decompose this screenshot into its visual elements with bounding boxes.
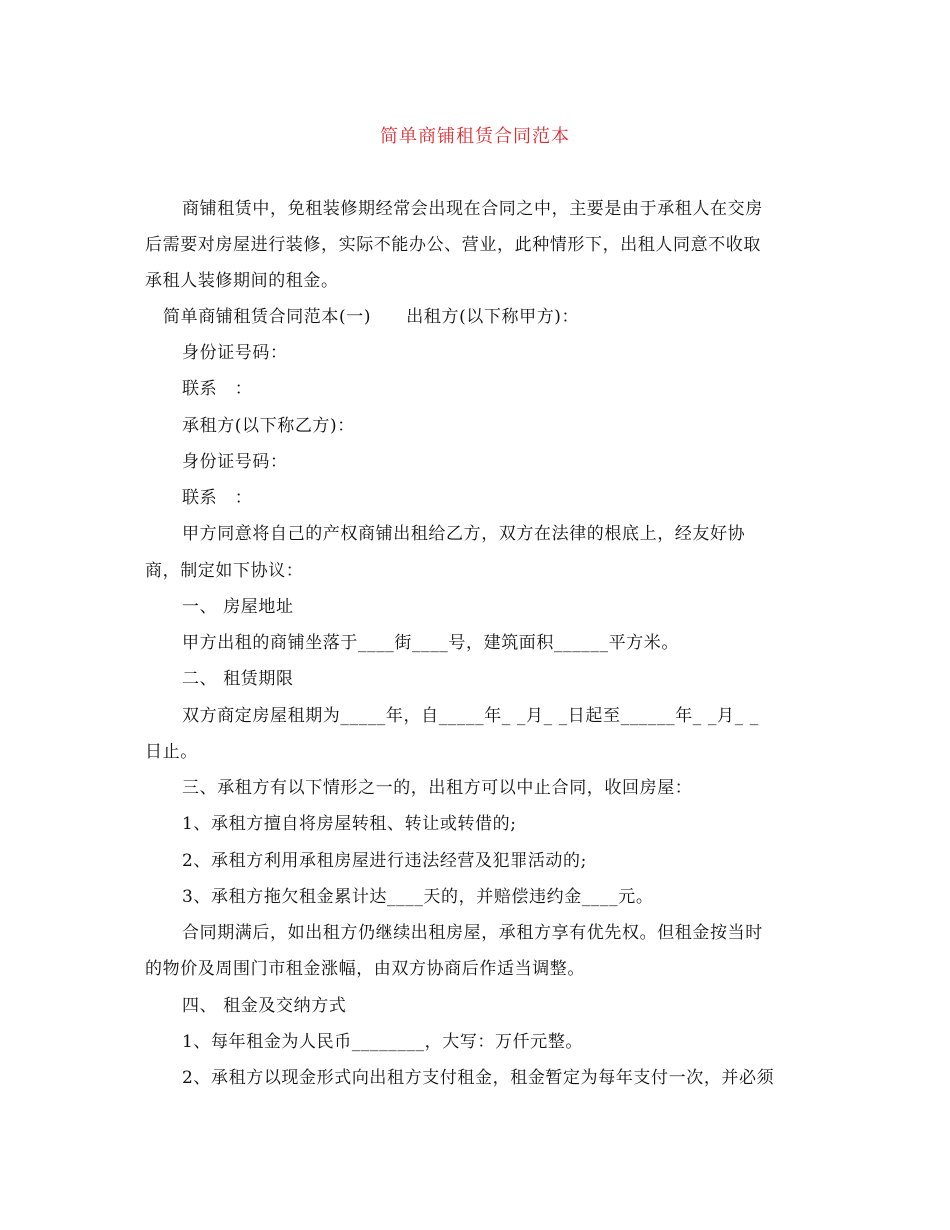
text-line: 商，制定如下协议： <box>145 561 304 581</box>
text-line: 三、承租方有以下情形之一的，出租方可以中止合同，收回房屋： <box>182 778 693 798</box>
text-line: 后需要对房屋进行装修，实际不能办公、营业，此种情形下，出租人同意不收取 <box>145 235 761 255</box>
text-line: 合同期满后，如出租方仍继续出租房屋，承租方享有优先权。但租金按当时 <box>182 923 763 943</box>
text-line: 二、 租赁期限 <box>182 669 294 689</box>
text-line: 2、承租方利用承租房屋进行违法经营及犯罪活动的; <box>182 851 587 871</box>
text-line: 甲方同意将自己的产权商铺出租给乙方，双方在法律的根底上，经友好协 <box>182 524 746 544</box>
text-line: 身份证号码： <box>182 343 288 363</box>
text-line: 1、每年租金为人民币________，大写：万仟元整。 <box>182 1032 584 1052</box>
text-line: 四、 租金及交纳方式 <box>182 996 347 1016</box>
text-line: 双方商定房屋租期为_____年，自_____年_ _月_ _日起至______年_ _月_ _ <box>182 706 759 726</box>
text-line: 简单商铺租赁合同范本(一) 出租方(以下称甲方)： <box>163 307 580 327</box>
text-line: 联系 ： <box>182 488 253 508</box>
text-line: 身份证号码： <box>182 452 288 472</box>
text-line: 商铺租赁中，免租装修期经常会出现在合同之中，主要是由于承租人在交房 <box>182 199 763 219</box>
text-line: 联系 ： <box>182 379 253 399</box>
document-title: 简单商铺租赁合同范本 <box>380 126 570 147</box>
text-line: 日止。 <box>145 742 198 762</box>
text-line: 的物价及周围门市租金涨幅，由双方协商后作适当调整。 <box>145 959 585 979</box>
text-line: 一、 房屋地址 <box>182 597 294 617</box>
text-line: 承租方(以下称乙方)： <box>182 416 355 436</box>
text-line: 3、承租方拖欠租金累计达____天的，并赔偿违约金____元。 <box>182 887 654 907</box>
text-line: 2、承租方以现金形式向出租方支付租金，租金暂定为每年支付一次，并必须 <box>182 1068 775 1088</box>
text-line: 甲方出租的商铺坐落于____街____号，建筑面积______平方米。 <box>182 633 679 653</box>
text-line: 承租人装修期间的租金。 <box>145 271 339 291</box>
text-line: 1、承租方擅自将房屋转租、转让或转借的; <box>182 814 517 834</box>
